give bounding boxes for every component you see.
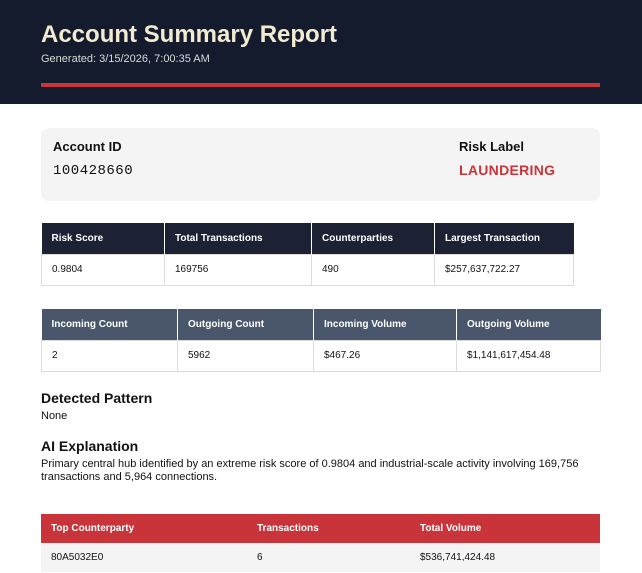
counterparty-header-row <box>41 514 600 543</box>
outgoing-volume-value: $1,141,617,454.48 <box>457 340 601 371</box>
incoming-volume-header: Incoming Volume <box>314 309 457 340</box>
report-header <box>0 0 642 104</box>
counterparties-header: Counterparties <box>312 223 435 254</box>
table-row <box>41 543 600 572</box>
flows-value-row <box>42 340 601 371</box>
ai-explanation-text: Primary central hub identified by an extreme risk score of 0.9804 and industrial-scale activity involving 169,756 transactions and 5,964 connections. <box>41 458 579 483</box>
counterparty-transactions: 6 <box>247 543 410 572</box>
metrics-table <box>41 223 574 286</box>
total-transactions-value: 169756 <box>165 254 312 285</box>
risk-label-label: Risk Label <box>459 139 525 154</box>
incoming-count-header: Incoming Count <box>42 309 178 340</box>
counterparty-volume: $536,741,424.48 <box>410 543 600 572</box>
account-id-value: 100428660 <box>53 163 134 179</box>
risk-score-header: Risk Score <box>42 223 165 254</box>
report-title: Account Summary Report <box>41 21 338 48</box>
generated-timestamp: Generated: 3/15/2026, 7:00:35 AM <box>41 53 210 65</box>
transactions-header: Transactions <box>247 514 410 543</box>
metrics-header-row <box>42 223 574 254</box>
risk-score-value: 0.9804 <box>42 254 165 285</box>
incoming-count-value: 2 <box>42 340 178 371</box>
risk-label-value: LAUNDERING <box>459 162 556 178</box>
header-accent-divider <box>41 83 600 87</box>
detected-pattern-title: Detected Pattern <box>41 390 153 406</box>
counterparties-value: 490 <box>312 254 435 285</box>
account-id-label: Account ID <box>53 139 122 154</box>
total-volume-header: Total Volume <box>410 514 600 543</box>
top-counterparty-header: Top Counterparty <box>41 514 247 543</box>
counterparty-id: 80A5032E0 <box>41 543 247 572</box>
account-card <box>41 128 600 201</box>
flows-header-row <box>42 309 601 340</box>
largest-transaction-value: $257,637,722.27 <box>435 254 574 285</box>
incoming-volume-value: $467.26 <box>314 340 457 371</box>
flows-table <box>41 309 601 372</box>
total-transactions-header: Total Transactions <box>165 223 312 254</box>
largest-transaction-header: Largest Transaction <box>435 223 574 254</box>
ai-explanation-title: AI Explanation <box>41 438 139 454</box>
metrics-value-row <box>42 254 574 285</box>
detected-pattern-value: None <box>41 410 68 422</box>
outgoing-count-value: 5962 <box>178 340 314 371</box>
outgoing-volume-header: Outgoing Volume <box>457 309 601 340</box>
counterparty-table <box>41 514 600 572</box>
outgoing-count-header: Outgoing Count <box>178 309 314 340</box>
